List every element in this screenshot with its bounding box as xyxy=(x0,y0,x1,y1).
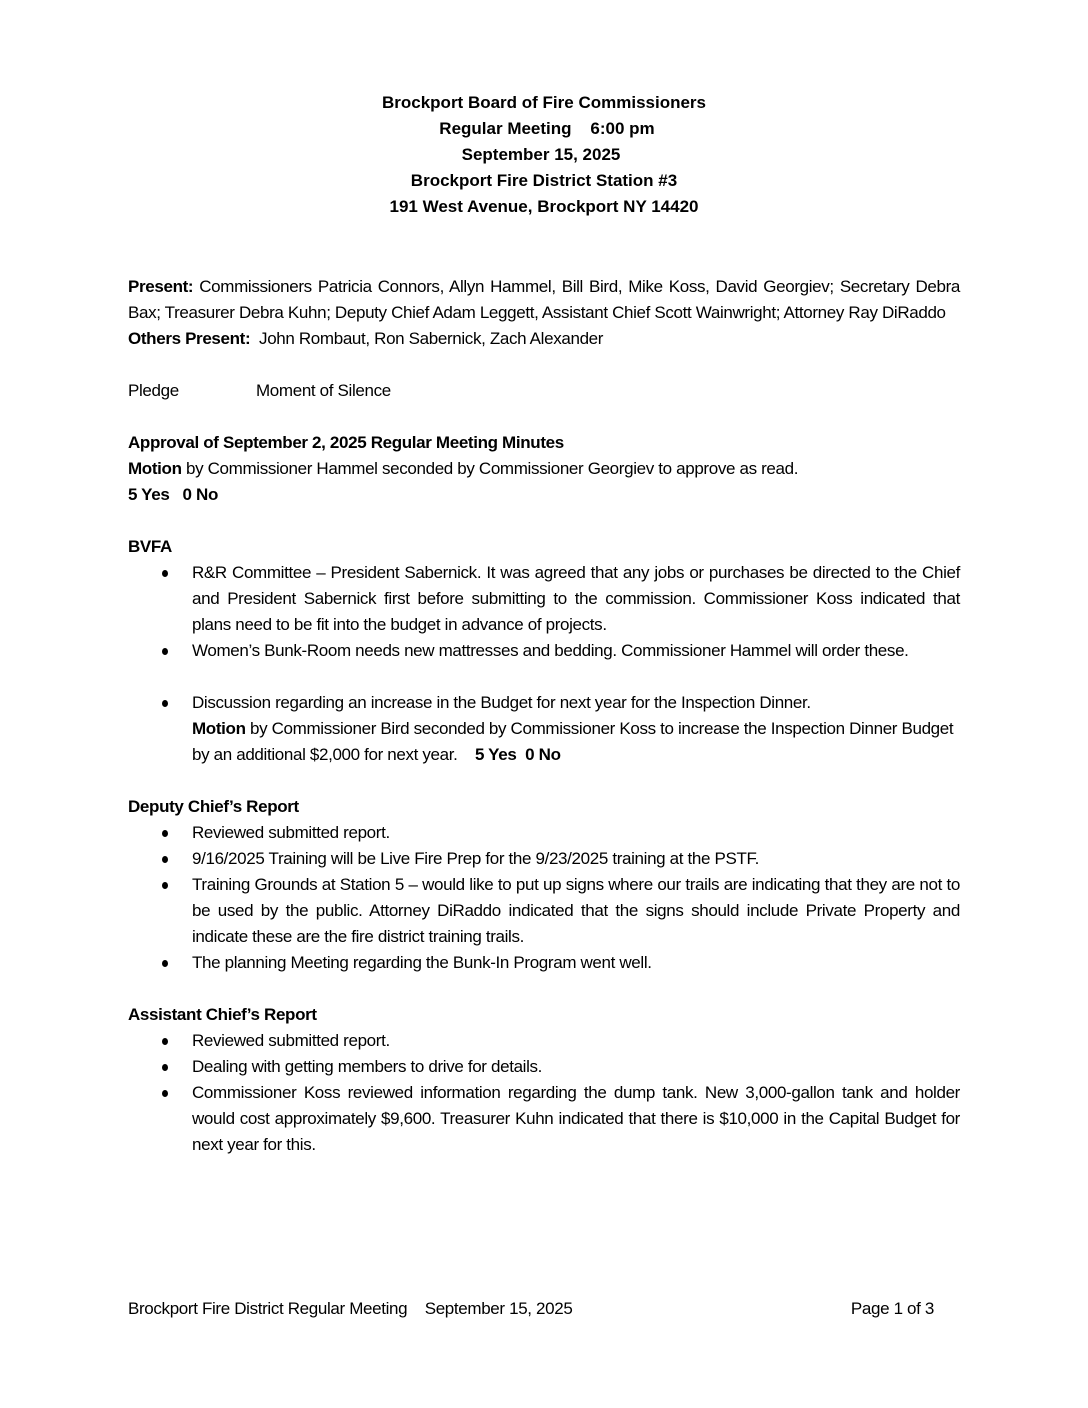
list-item: The planning Meeting regarding the Bunk-In Program went well. xyxy=(128,950,960,976)
list-item: Reviewed submitted report. xyxy=(128,1028,960,1054)
footer-meeting-info: Brockport Fire District Regular Meeting September 15, 2025 xyxy=(128,1299,573,1318)
approval-motion xyxy=(128,456,960,482)
header-location: Brockport Fire District Station #3 xyxy=(410,171,678,190)
others-present-paragraph xyxy=(128,326,960,352)
bvfa-section-title: BVFA xyxy=(128,537,172,556)
assistant-chief-section-title: Assistant Chief’s Report xyxy=(128,1005,317,1024)
list-item: Training Grounds at Station 5 – would like to put up signs where our trails are indicating that they are not to be used by the public. Attorney DiRaddo indicated that the signs should include Private Property and indicate these are the fire district training trails. xyxy=(128,872,960,950)
bvfa-list xyxy=(128,560,960,664)
list-item: R&R Committee – President Sabernick. It was agreed that any jobs or purchases be directed to the Chief and President Sabernick first before submitting to the commission. Commissioner Koss indicated that plans need to be fit into the budget in advance of projects. xyxy=(128,560,960,638)
document-header xyxy=(0,90,1088,220)
moment-of-silence-label: Moment of Silence xyxy=(256,381,391,400)
motion-label: Motion xyxy=(128,459,182,478)
bullet-icon xyxy=(162,1090,168,1097)
list-item: 9/16/2025 Training will be Live Fire Prep for the 9/23/2025 training at the PSTF. xyxy=(128,846,960,872)
bullet-icon xyxy=(162,830,168,837)
list-item: Commissioner Koss reviewed information regarding the dump tank. New 3,000-gallon tank and holder would cost approximately $9,600. Treasurer Kuhn indicated that there is $10,000 in the Capital Budget for next year for this. xyxy=(128,1080,960,1158)
motion-text: by Commissioner Hammel seconded by Commissioner Georgiev to approve as read. xyxy=(181,459,799,478)
others-present-list: John Rombaut, Ron Sabernick, Zach Alexander xyxy=(250,329,604,348)
motion-text: by Commissioner Bird seconded by Commissioner Koss to increase the Inspection Dinner Budget by an additional $2,000 for next year. xyxy=(192,719,958,764)
list-item: Discussion regarding an increase in the Budget for next year for the Inspection Dinner. Motion by Commissioner Bird seconded by Commissioner Koss to increase the Inspection Dinner Budget by an additional $2,000 for next year. 5 Yes 0 No xyxy=(128,690,960,768)
assistant-chief-list xyxy=(128,1028,960,1158)
deputy-chief-section-title: Deputy Chief’s Report xyxy=(128,797,299,816)
present-list: Commissioners Patricia Connors, Allyn Hammel, Bill Bird, Mike Koss, David Georgiev; Secretary Debra Bax; Treasurer Debra Kuhn; Deputy Chief Adam Leggett, Assistant Chief Scott Wainwright; Attorney Ray DiRaddo xyxy=(128,277,960,322)
bullet-icon xyxy=(162,570,168,577)
bvfa-list-continued xyxy=(128,690,960,768)
list-item: Women’s Bunk-Room needs new mattresses and bedding. Commissioner Hammel will order these. xyxy=(128,638,960,664)
bullet-icon xyxy=(162,882,168,889)
pledge-label: Pledge xyxy=(128,381,179,400)
motion-vote: 5 Yes 0 No xyxy=(475,745,561,764)
list-item: Reviewed submitted report. xyxy=(128,820,960,846)
bullet-icon xyxy=(162,648,168,655)
bullet-icon xyxy=(162,1038,168,1045)
minutes-body xyxy=(128,274,960,1158)
header-address: 191 West Avenue, Brockport NY 14420 xyxy=(389,197,699,216)
opening-row xyxy=(128,378,960,404)
page-footer xyxy=(128,1296,934,1322)
others-present-label: Others Present: xyxy=(128,329,251,348)
present-label: Present: xyxy=(128,277,194,296)
list-item: Dealing with getting members to drive for details. xyxy=(128,1054,960,1080)
present-paragraph xyxy=(128,274,960,326)
deputy-chief-list xyxy=(128,820,960,976)
bullet-icon xyxy=(162,700,168,707)
approval-section-title: Approval of September 2, 2025 Regular Meeting Minutes xyxy=(128,433,564,452)
bullet-icon xyxy=(162,1064,168,1071)
header-organization: Brockport Board of Fire Commissioners xyxy=(381,93,706,112)
bullet-icon xyxy=(162,960,168,967)
approval-vote: 5 Yes 0 No xyxy=(128,485,218,504)
motion-label: Motion xyxy=(192,719,246,738)
bullet-icon xyxy=(162,856,168,863)
header-date: September 15, 2025 xyxy=(461,145,621,164)
header-meeting-time: Regular Meeting 6:00 pm xyxy=(439,119,655,138)
page-number: Page 1 of 3 xyxy=(850,1299,934,1318)
